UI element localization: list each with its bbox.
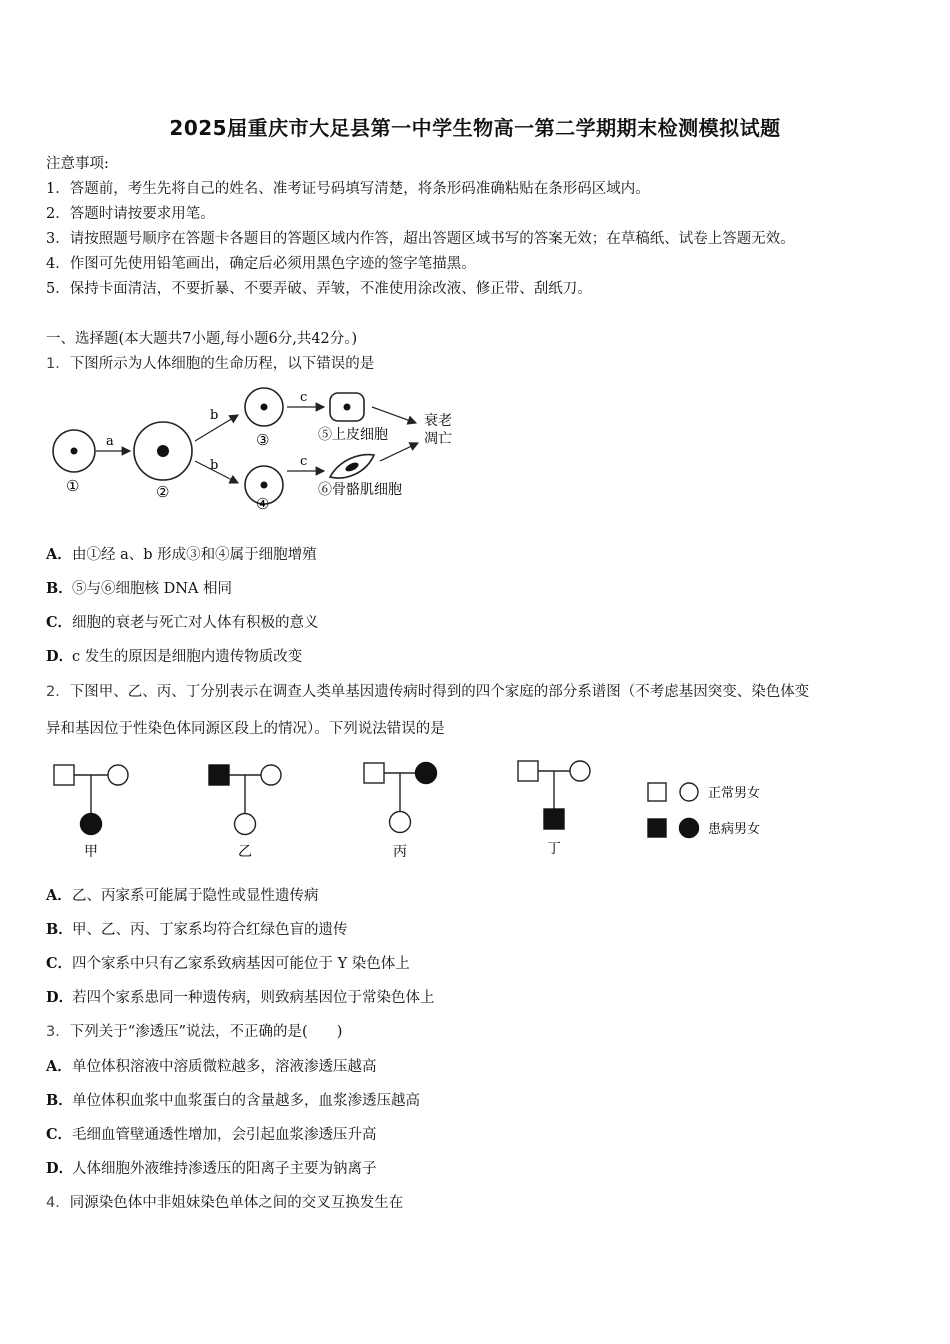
pedigree-family-bing [364, 763, 437, 861]
label-aging: 衰老 [424, 413, 452, 429]
question-text: 下图甲、乙、丙、丁分别表示在调查人类单基因遗传病时得到的四个家庭的部分系谱图（不考虑基因突变、染色体变 [69, 684, 810, 700]
family-label: 甲 [84, 844, 98, 860]
q1-option-c[interactable]: C．细胞的衰老与死亡对人体有积极的意义 [46, 614, 319, 631]
q3-option-d[interactable]: D．人体细胞外液维持渗透压的阳离子主要为钠离子 [46, 1160, 377, 1177]
question-number: 3． [46, 1024, 70, 1040]
arrow-aging-up [372, 407, 416, 423]
q3-option-a[interactable]: A．单位体积溶液中溶质微粒越多，溶液渗透压越高 [46, 1058, 377, 1075]
nucleus-3 [261, 404, 268, 411]
question-2-stem-cont: 异和基因位于性染色体同源区段上的情况）。下列说法错误的是 [46, 721, 445, 737]
question-1-stem [46, 352, 374, 373]
page-title: 2025届重庆市大足县第一中学生物高一第二学期期末检测模拟试题 [169, 116, 781, 140]
q2-option-d[interactable]: D．若四个家系患同一种遗传病，则致病基因位于常染色体上 [46, 989, 435, 1006]
cell-lifecycle-diagram [40, 385, 470, 515]
pedigree-family-yi [209, 765, 281, 860]
pedigree-family-ding [518, 761, 590, 857]
nucleus-2 [157, 445, 169, 457]
section-heading: 一、选择题(本大题共7小题,每小题6分,共42分。) [46, 331, 358, 347]
pedigree-diagram [46, 755, 786, 865]
legend-normal: 正常男女 [708, 786, 761, 801]
label-4: ④ [256, 495, 270, 513]
q1-option-d[interactable]: D．c 发生的原因是细胞内遗传物质改变 [46, 648, 303, 665]
label-b-up: b [210, 408, 219, 423]
label-death: 凋亡 [424, 431, 452, 447]
notice-item: 5．保持卡面清洁，不要折暴、不要弄破、弄皱，不准使用涂改液、修正带、刮纸刀。 [46, 281, 592, 297]
label-c-down: c [300, 454, 308, 469]
q1-option-b[interactable]: B．⑤与⑥细胞核 DNA 相同 [46, 580, 233, 597]
arrow-aging-down [380, 443, 418, 461]
notice-item: 2．答题时请按要求用笔。 [46, 206, 215, 222]
question-text: 下图所示为人体细胞的生命历程，以下错误的是 [69, 356, 375, 372]
family-label: 丙 [393, 844, 407, 860]
label-b-down: b [210, 458, 219, 473]
label-1: ① [66, 477, 80, 495]
question-text: 同源染色体中非姐妹染色单体之间的交叉互换发生在 [69, 1195, 404, 1211]
q3-option-c[interactable]: C．毛细血管壁通透性增加，会引起血浆渗透压升高 [46, 1126, 377, 1143]
family-label: 乙 [238, 844, 252, 860]
pedigree-family-jia [54, 765, 128, 860]
label-3: ③ [256, 431, 270, 449]
family-label: 丁 [547, 841, 561, 857]
notice-item: 3．请按照题号顺序在答题卡各题目的答题区域内作答，超出答题区域书写的答案无效；在草稿纸、试卷上答题无效。 [46, 231, 795, 247]
notice-heading: 注意事项: [46, 156, 109, 172]
nucleus-4 [261, 482, 268, 489]
pedigree-legend [648, 783, 760, 838]
label-c-up: c [300, 390, 308, 405]
nucleus-6 [344, 461, 360, 473]
nucleus-5 [344, 404, 351, 411]
label-5: ⑤上皮细胞 [318, 427, 388, 443]
q2-option-b[interactable]: B．甲、乙、丙、丁家系均符合红绿色盲的遗传 [46, 921, 348, 938]
question-4-stem [46, 1191, 403, 1212]
question-number: 1． [46, 356, 70, 372]
q2-option-c[interactable]: C．四个家系中只有乙家系致病基因可能位于 Y 染色体上 [46, 955, 410, 972]
notice-item: 1．答题前，考生先将自己的姓名、准考证号码填写清楚，将条形码准确粘贴在条形码区域内。 [46, 181, 650, 197]
label-a: a [106, 434, 114, 449]
question-number: 2． [46, 684, 70, 700]
question-number: 4． [46, 1195, 70, 1211]
legend-affected: 患病男女 [708, 822, 761, 837]
label-2: ② [156, 483, 170, 501]
q2-option-a[interactable]: A．乙、丙家系可能属于隐性或显性遗传病 [46, 887, 319, 904]
q1-option-a[interactable]: A．由①经 a、b 形成③和④属于细胞增殖 [46, 546, 317, 563]
question-3-stem [46, 1020, 342, 1041]
q3-option-b[interactable]: B．单位体积血浆中血浆蛋白的含量越多，血浆渗透压越高 [46, 1092, 420, 1109]
nucleus-1 [71, 448, 78, 455]
question-text: 下列关于“渗透压”说法，不正确的是( ) [69, 1024, 343, 1040]
notice-item: 4．作图可先使用铅笔画出，确定后必须用黑色字迹的签字笔描黑。 [46, 256, 476, 272]
label-6: ⑥骨骼肌细胞 [318, 482, 402, 498]
question-2-stem [46, 680, 809, 701]
